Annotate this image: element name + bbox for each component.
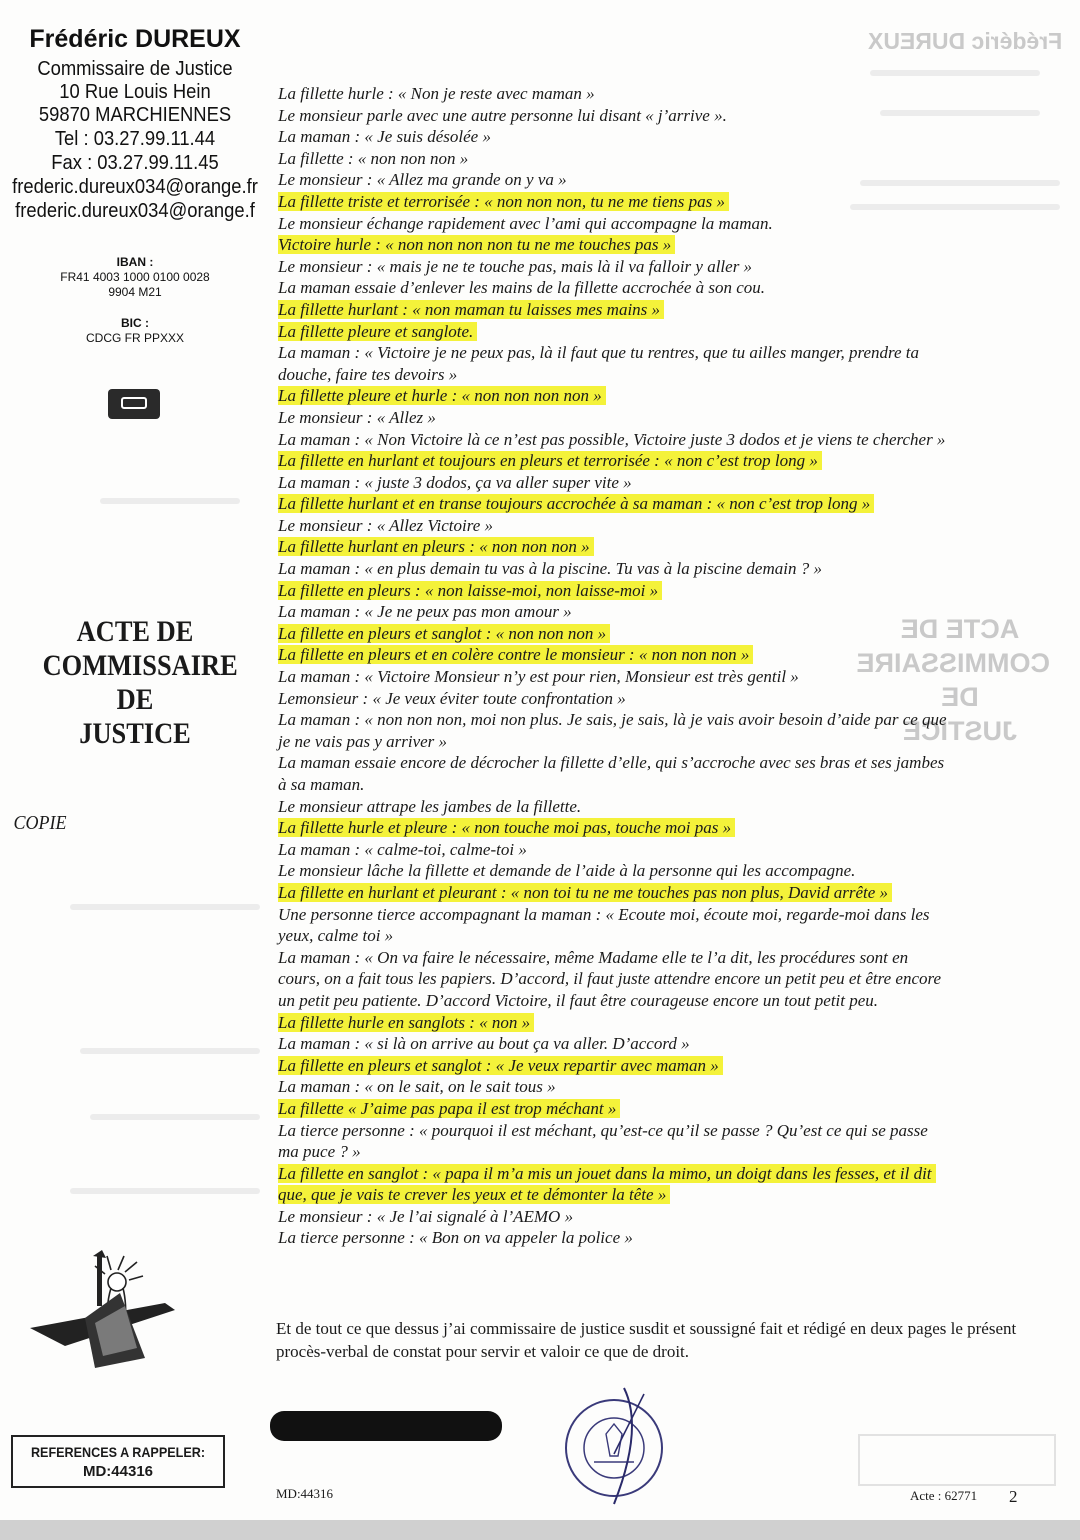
transcript-line: [278, 83, 1048, 105]
transcript-line: [278, 1055, 1048, 1077]
line-text: La maman : « On va faire le nécessaire, même Madame elle te l’a dit, les procédures sont en: [278, 947, 909, 967]
highlighted-text: La fillette hurlant en pleurs : « non non non »: [278, 537, 594, 556]
highlighted-text: que, que je vais te crever les yeux et te démonter la tête »: [278, 1185, 670, 1204]
address-line-2: 59870 MARCHIENNES: [38, 104, 232, 126]
line-text: La tierce personne : « Bon on va appeler la police »: [278, 1228, 633, 1248]
transcript-line: [278, 450, 1048, 472]
transcript-line: [278, 1098, 1048, 1120]
bank-card-icon: [108, 389, 160, 419]
transcript-line: [278, 169, 1048, 191]
line-text: La maman : « Non Victoire là ce n’est pas possible, Victoire juste 3 dodos et je viens te chercher »: [278, 429, 946, 449]
transcript-line: [278, 990, 1048, 1012]
acte-line-2: COMMISSAIRE: [42, 649, 238, 682]
line-text: Le monsieur : « Allez »: [278, 407, 436, 427]
acte-line-1: ACTE DE: [76, 615, 194, 648]
scan-edge: [0, 1520, 1080, 1540]
closing-paragraph: Et de tout ce que dessus j’ai commissaire de justice susdit et soussigné fait et rédigé en deux pages le présent procès-verbal de constat pour servir et valoir ce que de droit.: [276, 1319, 1017, 1361]
highlighted-text: La fillette en hurlant et toujours en pleurs et terrorisée : « non c’est trop long »: [278, 451, 822, 470]
transcript-line: [278, 1206, 1048, 1228]
line-text: yeux, calme toi »: [278, 926, 394, 946]
highlighted-text: La fillette en hurlant et pleurant : « non toi tu ne me touches pas non plus, David arrête »: [278, 883, 892, 902]
transcript-line: [278, 234, 1048, 256]
line-text: cours, on a fait tous les papiers. D’accord, il faut juste attendre encore un petit peu et être encore: [278, 969, 942, 989]
transcript-line: [278, 515, 1048, 537]
line-text: La maman : « Je ne peux pas mon amour »: [278, 602, 572, 622]
transcript-line: [278, 256, 1048, 278]
acte-title: [42, 615, 238, 751]
transcript-line: [278, 321, 1048, 343]
highlighted-text: La fillette hurle en sanglots : « non »: [278, 1013, 534, 1032]
transcript-line: [278, 1076, 1048, 1098]
transcript-line: [278, 709, 1048, 731]
line-text: La maman : « Victoire Monsieur n’y est pour rien, Monsieur est très gentil »: [278, 667, 799, 687]
transcript-line: [278, 666, 1048, 688]
bailiff-role: Commissaire de Justice: [37, 58, 233, 80]
bailiff-name: Frédéric DUREUX: [29, 25, 241, 53]
line-text: La maman : « Victoire je ne peux pas, là il faut que tu rentres, que tu ailles manger, prendre ta: [278, 343, 920, 363]
transcript-line: [278, 601, 1048, 623]
line-text: Le monsieur : « Allez ma grande on y va »: [278, 170, 567, 190]
liberty-logo-icon: [25, 1248, 200, 1373]
transcript-line: [278, 1141, 1048, 1163]
transcript-line: [278, 688, 1048, 710]
line-text: Une personne tierce accompagnant la maman : « Ecoute moi, écoute moi, regarde-moi dans les: [278, 904, 930, 924]
references-value: MD:44316: [82, 1463, 154, 1480]
line-text: La maman : « juste 3 dodos, ça va aller super vite »: [278, 472, 632, 492]
highlighted-text: La fillette en sanglot : « papa il m’a mis un jouet dans la mimo, un doigt dans les fesses, et il dit: [278, 1164, 936, 1183]
transcript-line: [278, 882, 1048, 904]
line-text: un petit peu patiente. D’accord Victoire, il faut être courageuse encore un tout petit peu.: [278, 990, 879, 1010]
references-box: [11, 1435, 225, 1488]
email-1: frederic.dureux034@orange.fr: [12, 176, 258, 198]
line-text: Le monsieur parle avec une autre personne lui disant « j’arrive ».: [278, 105, 727, 125]
transcript-line: [278, 644, 1048, 666]
footer-acte-number: Acte : 62771: [910, 1488, 978, 1503]
transcript-line: [278, 1120, 1048, 1142]
highlighted-text: La fillette triste et terrorisée : « non non non, tu ne me tiens pas »: [278, 192, 729, 211]
line-text: La fillette hurle : « Non je reste avec maman »: [278, 84, 595, 103]
transcript-line: [278, 472, 1048, 494]
transcript-line: [278, 1012, 1048, 1034]
transcript-line: [278, 817, 1048, 839]
transcript-line: [278, 796, 1048, 818]
line-text: Le monsieur : « Allez Victoire »: [278, 515, 493, 535]
iban-line-2: 9904 M21: [108, 285, 162, 299]
transcript-line: [278, 536, 1048, 558]
line-text: douche, faire tes devoirs »: [278, 364, 458, 384]
highlighted-text: La fillette en pleurs et en colère contre le monsieur : « non non non »: [278, 645, 753, 664]
transcript-line: [278, 277, 1048, 299]
line-text: Le monsieur : « mais je ne te touche pas, mais là il va falloir y aller »: [278, 256, 753, 276]
transcript-line: [278, 752, 1048, 774]
transcript-line: [278, 968, 1048, 990]
highlighted-text: La fillette « J’aime pas papa il est trop méchant »: [278, 1099, 620, 1118]
acte-line-4: JUSTICE: [79, 717, 191, 750]
transcript-line: [278, 774, 1048, 796]
line-text: La maman : « Je suis désolée »: [278, 127, 491, 147]
line-text: je ne vais pas y arriver »: [278, 731, 448, 751]
transcript-line: [278, 947, 1048, 969]
page-number: 2: [1009, 1487, 1018, 1506]
highlighted-text: La fillette en pleurs : « non laisse-moi, non laisse-moi »: [278, 581, 662, 600]
highlighted-text: La fillette pleure et hurle : « non non non non »: [278, 386, 606, 405]
iban-line-1: FR41 4003 1000 0100 0028: [60, 270, 210, 284]
transcript-line: [278, 731, 1048, 753]
transcript-line: [278, 558, 1048, 580]
line-text: La maman : « si là on arrive au bout ça va aller. D’accord »: [278, 1034, 690, 1054]
line-text: La maman essaie d’enlever les mains de la fillette accrochée à son cou.: [278, 278, 766, 298]
transcript-line: [278, 191, 1048, 213]
official-stamp-icon: [554, 1386, 674, 1506]
transcript-line: [278, 385, 1048, 407]
show-through-reference-box: [858, 1434, 1056, 1486]
line-text: La maman : « on le sait, on le sait tous »: [278, 1077, 556, 1097]
transcript: [278, 83, 1048, 1249]
line-text: La tierce personne : « pourquoi il est méchant, qu’est-ce qu’il se passe ? Qu’est ce qui se passe: [278, 1120, 928, 1140]
transcript-line: [278, 580, 1048, 602]
show-through-acte: ACTE DE COMMISSAIRE DE JUSTICE: [856, 614, 1050, 746]
line-text: La maman : « en plus demain tu vas à la piscine. Tu vas à la piscine demain ? »: [278, 559, 822, 579]
transcript-line: [278, 407, 1048, 429]
references-label: REFERENCES A RAPPELER:: [30, 1444, 206, 1460]
transcript-line: [278, 148, 1048, 170]
highlighted-text: La fillette en pleurs et sanglot : « non non non »: [278, 624, 610, 643]
line-text: La fillette : « non non non »: [278, 148, 469, 168]
transcript-line: [278, 860, 1048, 882]
line-text: La maman essaie encore de décrocher la fillette d’elle, qui s’accroche avec ses bras et ses jambes: [278, 753, 945, 773]
highlighted-text: La fillette hurle et pleure : « non touche moi pas, touche moi pas »: [278, 818, 735, 837]
redacted-signature: [270, 1411, 502, 1441]
transcript-line: [278, 364, 1048, 386]
acte-line-3: DE: [116, 683, 154, 716]
address-line-1: 10 Rue Louis Hein: [59, 81, 211, 103]
highlighted-text: La fillette hurlant et en transe toujours accrochée à sa maman : « non c’est trop long »: [278, 494, 874, 513]
transcript-line: [278, 342, 1048, 364]
footer-md-number: MD:44316: [276, 1486, 334, 1501]
line-text: La maman : « calme-toi, calme-toi »: [278, 839, 527, 859]
highlighted-text: La fillette en pleurs et sanglot : « Je veux repartir avec maman »: [278, 1056, 723, 1075]
transcript-line: [278, 299, 1048, 321]
transcript-line: [278, 623, 1048, 645]
line-text: Le monsieur lâche la fillette et demande de l’aide à la personne qui les accompagne.: [278, 861, 856, 881]
transcript-line: [278, 105, 1048, 127]
copy-label: COPIE: [13, 812, 67, 834]
transcript-line: [278, 493, 1048, 515]
highlighted-text: La fillette hurlant : « non maman tu laisses mes mains »: [278, 300, 664, 319]
transcript-line: [278, 126, 1048, 148]
transcript-line: [278, 1184, 1048, 1206]
line-text: Le monsieur : « Je l’ai signalé à l’AEMO »: [278, 1206, 574, 1226]
line-text: La maman : « non non non, moi non plus. Je sais, je sais, là je vais avoir besoin d’aide par ce que: [278, 710, 947, 730]
transcript-line: [278, 429, 1048, 451]
line-text: Lemonsieur : « Je veux éviter toute confrontation »: [278, 688, 626, 708]
iban-label: IBAN :: [116, 255, 154, 269]
bic-value: CDCG FR PPXXX: [85, 331, 184, 345]
bic-label: BIC :: [121, 316, 149, 330]
line-text: Le monsieur échange rapidement avec l’ami qui accompagne la maman.: [278, 213, 773, 233]
transcript-line: [278, 925, 1048, 947]
highlighted-text: Victoire hurle : « non non non non tu ne me touches pas »: [278, 235, 675, 254]
transcript-line: [278, 904, 1048, 926]
transcript-line: [278, 1163, 1048, 1185]
fax: Fax : 03.27.99.11.45: [51, 152, 219, 174]
transcript-line: [278, 839, 1048, 861]
highlighted-text: La fillette pleure et sanglote.: [278, 322, 477, 341]
transcript-line: [278, 1227, 1048, 1249]
email-2: frederic.dureux034@orange.f: [15, 200, 255, 222]
transcript-line: [278, 1033, 1048, 1055]
show-through-header: Frédéric DUREUX: [868, 28, 1063, 54]
line-text: ma puce ? »: [278, 1142, 361, 1162]
line-text: à sa maman.: [278, 775, 365, 794]
transcript-line: [278, 213, 1048, 235]
line-text: Le monsieur attrape les jambes de la fillette.: [278, 796, 582, 816]
phone: Tel : 03.27.99.11.44: [54, 128, 216, 150]
